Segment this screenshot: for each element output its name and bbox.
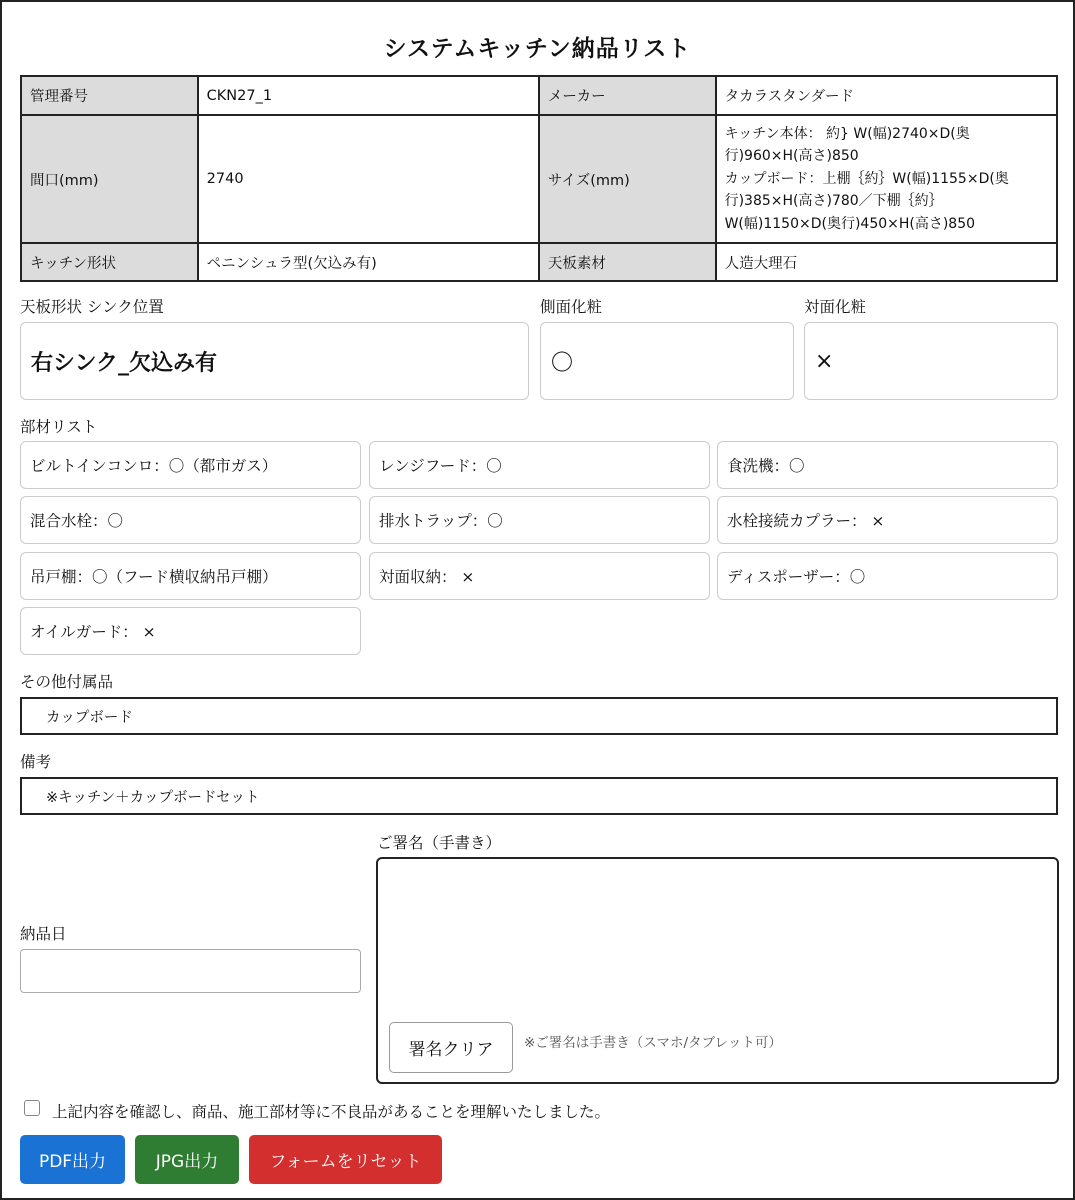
confirm-checkbox[interactable] (24, 1100, 40, 1116)
width-value: 2740 (198, 115, 539, 243)
side-finish-value: 〇 (551, 350, 574, 376)
notes-label: 備考 (20, 753, 52, 771)
signature-note: ※ご署名は手書き（スマホ/タブレット可） (524, 1035, 782, 1051)
size-line: W(幅)1150×D(奥行)450×H(高さ)850 (724, 215, 976, 232)
accessories-field[interactable] (20, 697, 1058, 735)
mgmt-value: CKN27_1 (198, 76, 539, 115)
signature-label: ご署名（手書き） (377, 834, 502, 852)
page-title: システムキッチン納品リスト (383, 36, 692, 62)
size-line: キッチン本体： 約} W(幅)2740×D(奥 (724, 125, 970, 142)
info-table (20, 75, 1058, 282)
top-shape-label: 天板形状 シンク位置 (20, 298, 164, 316)
jpg-export-button[interactable]: JPG出力 (135, 1135, 239, 1184)
maker-label: メーカー (539, 76, 716, 115)
part-item: レンジフード：〇 (369, 441, 710, 489)
part-item: 水栓接続カプラー： × (717, 496, 1058, 544)
delivery-date-input[interactable] (20, 949, 361, 993)
shape-label: キッチン形状 (21, 243, 198, 281)
accessories-label: その他付属品 (20, 673, 114, 691)
notes-field[interactable] (20, 777, 1058, 815)
top-shape-box (20, 322, 529, 400)
part-item: 混合水栓：〇 (20, 496, 361, 544)
top-material-label: 天板素材 (539, 243, 716, 281)
size-line: 行)960×H(高さ)850 (724, 148, 859, 165)
parts-label: 部材リスト (20, 418, 98, 436)
part-item: 対面収納： × (369, 552, 710, 600)
part-item: 食洗機：〇 (717, 441, 1058, 489)
part-item: 吊戸棚：〇（フード横収納吊戸棚） (20, 552, 361, 600)
top-shape-value: 右シンク_欠込み有 (31, 350, 218, 376)
front-finish-value: × (815, 348, 834, 374)
size-line: 行)385×H(高さ)780／下棚｛約｝ (724, 193, 943, 210)
side-finish-box (540, 322, 794, 400)
side-finish-label: 側面化粧 (540, 298, 603, 316)
size-label: サイズ(mm) (539, 115, 716, 243)
signature-clear-button[interactable]: 署名クリア (389, 1022, 513, 1073)
notes-value: ※キッチン＋カップボードセット (46, 789, 260, 806)
mgmt-label: 管理番号 (21, 76, 198, 115)
confirm-label[interactable]: 上記内容を確認し、商品、施工部材等に不良品があることを理解いたしました。 (52, 1103, 611, 1121)
top-material-value: 人造大理石 (716, 243, 1057, 281)
delivery-date-label: 納品日 (20, 925, 67, 943)
maker-value: タカラスタンダード (716, 76, 1057, 115)
part-item: 排水トラップ：〇 (369, 496, 710, 544)
part-item: ディスポーザー：〇 (717, 552, 1058, 600)
size-value (716, 115, 1057, 243)
width-label: 間口(mm) (21, 115, 198, 243)
size-line: カップボード：上棚｛約｝W(幅)1155×D(奥 (724, 170, 1009, 187)
accessories-value: カップボード (46, 709, 133, 726)
shape-value: ペニンシュラ型(欠込み有) (198, 243, 539, 281)
reset-form-button[interactable]: フォームをリセット (249, 1135, 442, 1184)
signature-pad[interactable] (376, 857, 1059, 1084)
part-item: オイルガード： × (20, 607, 361, 655)
pdf-export-button[interactable]: PDF出力 (20, 1135, 125, 1184)
front-finish-label: 対面化粧 (804, 298, 867, 316)
part-item: ビルトインコンロ：〇（都市ガス） (20, 441, 361, 489)
front-finish-box (804, 322, 1058, 400)
